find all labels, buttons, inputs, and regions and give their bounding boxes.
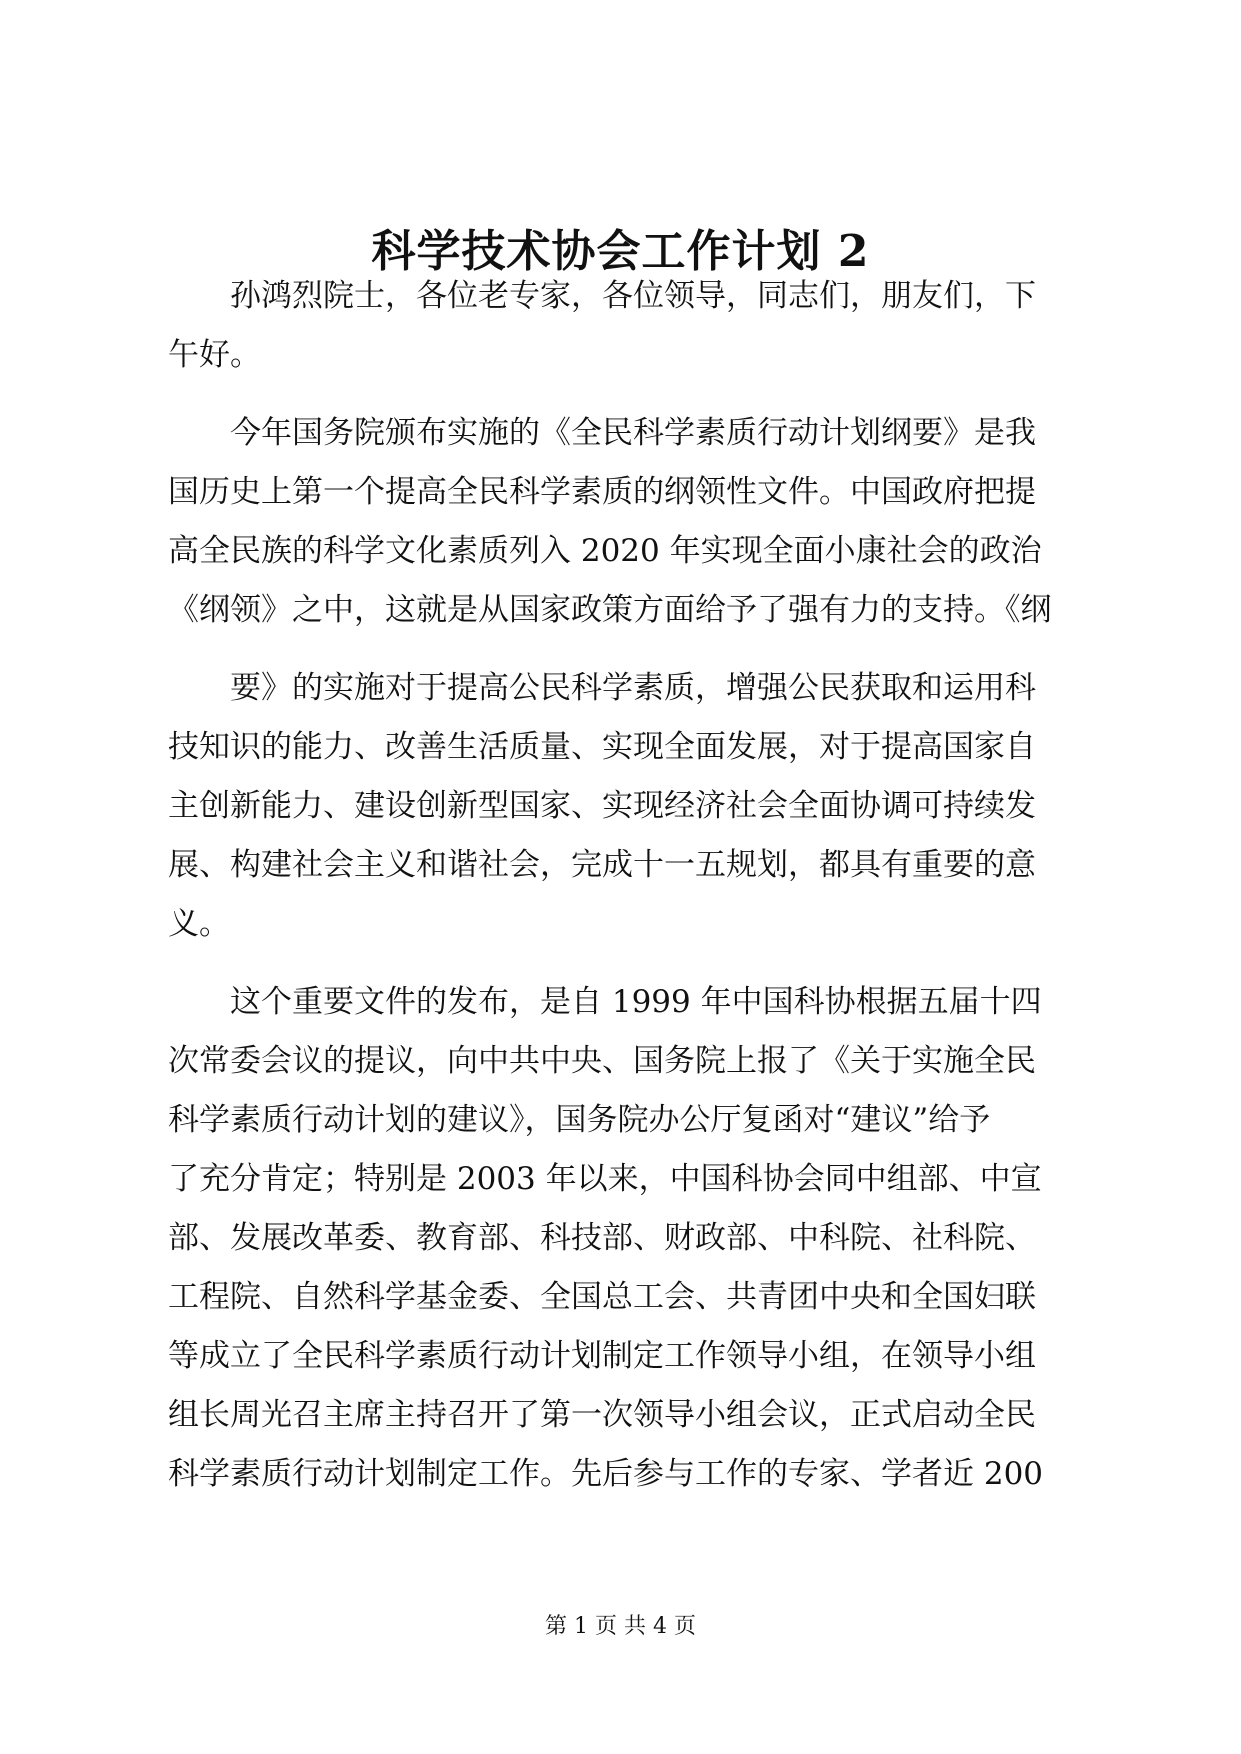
body-text-line: 这个重要文件的发布，是自 1999 年中国科协根据五届十四 — [168, 984, 1042, 1020]
page-footer: 第 1 页 共 4 页 — [545, 1614, 696, 1639]
body-text-line: 科学素质行动计划制定工作。先后参与工作的专家、学者近 200 — [168, 1456, 1044, 1492]
body-text-line: 等成立了全民科学素质行动计划制定工作领导小组，在领导小组 — [168, 1338, 1036, 1374]
document-title: 科学技术协会工作计划 2 — [371, 226, 870, 277]
body-text-line: 主创新能力、建设创新型国家、实现经济社会全面协调可持续发 — [168, 788, 1036, 824]
body-text-line: 要》的实施对于提高公民科学素质，增强公民获取和运用科 — [168, 670, 1036, 706]
body-text-line: 次常委会议的提议，向中共中央、国务院上报了《关于实施全民 — [168, 1043, 1036, 1079]
body-text-line: 午好。 — [168, 337, 261, 373]
body-text-line: 组长周光召主席主持召开了第一次领导小组会议，正式启动全民 — [168, 1397, 1036, 1433]
body-text-line: 义。 — [168, 906, 230, 942]
body-text-line: 部、发展改革委、教育部、科技部、财政部、中科院、社科院、 — [168, 1220, 1036, 1256]
body-text-line: 国历史上第一个提高全民科学素质的纲领性文件。中国政府把提 — [168, 474, 1036, 510]
body-text-line: 高全民族的科学文化素质列入 2020 年实现全面小康社会的政治 — [168, 533, 1042, 569]
body-text-line: 工程院、自然科学基金委、全国总工会、共青团中央和全国妇联 — [168, 1279, 1036, 1315]
body-text-line: 孙鸿烈院士，各位老专家，各位领导，同志们，朋友们，下 — [168, 278, 1036, 314]
body-text-line: 技知识的能力、改善生活质量、实现全面发展，对于提高国家自 — [168, 729, 1036, 765]
body-text-line: 了充分肯定；特别是 2003 年以来，中国科协会同中组部、中宣 — [168, 1161, 1042, 1197]
body-text-line: 展、构建社会主义和谐社会，完成十一五规划，都具有重要的意 — [168, 847, 1036, 883]
body-text-line: 《纲领》之中，这就是从国家政策方面给予了强有力的支持。《纲 — [168, 592, 1052, 628]
body-text-line: 科学素质行动计划的建议》，国务院办公厅复函对“建议”给予 — [168, 1102, 991, 1138]
body-text-line: 今年国务院颁布实施的《全民科学素质行动计划纲要》是我 — [168, 415, 1036, 451]
